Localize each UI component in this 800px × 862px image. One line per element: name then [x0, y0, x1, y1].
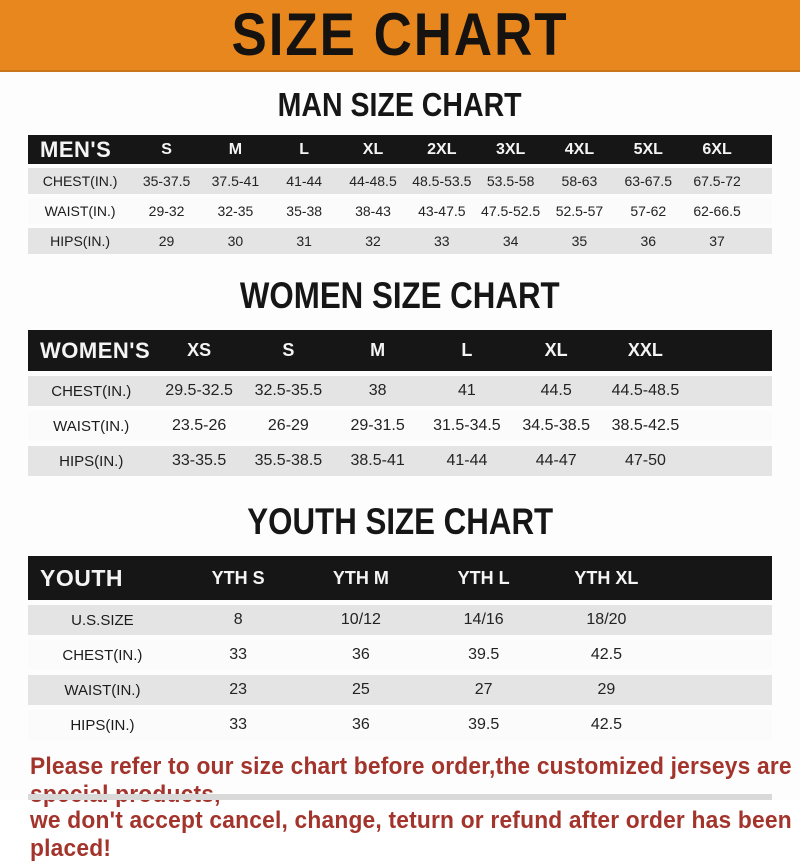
- bottom-divider: [28, 794, 772, 800]
- table-header-row: [28, 556, 772, 600]
- column-header: S: [161, 140, 172, 158]
- column-header: 3XL: [495, 140, 526, 158]
- women-size-table: [28, 330, 772, 476]
- cell: 23.5-26: [171, 417, 227, 434]
- men-section-heading-text: MAN SIZE CHART: [277, 85, 523, 124]
- cell: 63-67.5: [624, 173, 672, 189]
- row-label: CHEST(IN.): [51, 382, 132, 400]
- column-header: XL: [544, 340, 568, 360]
- order-policy-line-1: Please refer to our size chart before order,the customized jerseys are: [30, 751, 792, 779]
- cell: 35-37.5: [142, 173, 191, 189]
- cell: 41-44: [286, 173, 323, 189]
- column-header: 4XL: [564, 140, 595, 158]
- column-header: YTH XL: [574, 567, 639, 588]
- column-header: 5XL: [633, 140, 663, 158]
- row-label: WAIST(IN.): [44, 203, 116, 219]
- table-row: [28, 446, 772, 476]
- row-label: HIPS(IN.): [59, 452, 124, 470]
- cell: 62-66.5: [693, 203, 741, 219]
- column-header: YTH S: [211, 567, 265, 588]
- cell: 29-31.5: [350, 417, 405, 434]
- column-header: 2XL: [427, 140, 457, 158]
- column-header: YTH M: [332, 567, 389, 588]
- cell: 29-32: [148, 203, 185, 219]
- order-policy-line-2: we don't accept cancel, change, teturn or refund after order has been placed!: [30, 805, 792, 862]
- table-header-row: [28, 135, 772, 164]
- cell: 48.5-53.5: [412, 173, 472, 189]
- cell: 43-47.5: [418, 203, 466, 219]
- cell: 33: [229, 716, 248, 733]
- cell: 31: [296, 233, 312, 249]
- row-label: WAIST(IN.): [64, 681, 141, 699]
- cell: 8: [233, 611, 243, 628]
- table-row: [28, 376, 772, 406]
- cell: 33: [229, 646, 248, 663]
- table-header-row: [28, 330, 772, 371]
- table-header-label: MEN'S: [40, 136, 112, 162]
- cell: 23: [229, 681, 248, 698]
- table-row: [28, 675, 772, 705]
- page-title: SIZE CHART: [231, 1, 569, 69]
- table-row: [28, 640, 772, 670]
- cell: 42.5: [590, 646, 622, 663]
- table-header-label: YOUTH: [40, 564, 123, 591]
- women-section-heading: [0, 277, 800, 316]
- cell: 39.5: [468, 646, 500, 663]
- column-header: XL: [362, 140, 384, 158]
- title-banner: [0, 0, 800, 72]
- table-row: [28, 605, 772, 635]
- column-header: L: [461, 340, 473, 360]
- cell: 58-63: [561, 173, 598, 189]
- table-row: [28, 168, 772, 194]
- row-label: WAIST(IN.): [53, 417, 130, 435]
- youth-section-heading-text: YOUTH SIZE CHART: [247, 501, 553, 543]
- cell: 67.5-72: [693, 173, 741, 189]
- cell: 52.5-57: [555, 203, 604, 219]
- cell: 10/12: [340, 611, 381, 628]
- cell: 38.5-41: [350, 452, 405, 469]
- cell: 37: [709, 233, 725, 249]
- cell: 38-43: [355, 203, 391, 219]
- cell: 53.5-58: [486, 173, 535, 189]
- cell: 44.5: [540, 382, 572, 399]
- column-header: L: [299, 140, 310, 158]
- column-header: 6XL: [702, 140, 732, 158]
- column-header: XXL: [627, 340, 663, 360]
- table-header-label: WOMEN'S: [40, 337, 151, 363]
- cell: 44-47: [535, 452, 577, 469]
- row-label: CHEST(IN.): [62, 646, 143, 664]
- cell: 44.5-48.5: [611, 382, 680, 399]
- cell: 33-35.5: [171, 452, 227, 469]
- men-section-heading: [0, 87, 800, 123]
- table-row: [28, 411, 772, 441]
- cell: 33: [434, 233, 450, 249]
- cell: 32-35: [217, 203, 254, 219]
- cell: 57-62: [630, 203, 667, 219]
- cell: 14/16: [463, 611, 504, 628]
- column-header: YTH L: [457, 567, 510, 588]
- row-label: CHEST(IN.): [42, 173, 118, 189]
- cell: 47-50: [624, 452, 666, 469]
- cell: 25: [352, 681, 370, 698]
- cell: 27: [474, 681, 493, 698]
- youth-size-table: [28, 556, 772, 740]
- column-header: XS: [187, 340, 212, 360]
- cell: 36: [352, 646, 370, 663]
- row-label: U.S.SIZE: [71, 611, 134, 629]
- cell: 35.5-38.5: [254, 452, 323, 469]
- cell: 29.5-32.5: [165, 382, 233, 399]
- cell: 42.5: [590, 716, 622, 733]
- column-header: M: [228, 140, 243, 158]
- cell: 38.5-42.5: [611, 417, 680, 434]
- column-header: S: [282, 340, 295, 360]
- cell: 36: [640, 233, 657, 249]
- youth-section-heading: [0, 503, 800, 542]
- cell: 34.5-38.5: [522, 417, 590, 434]
- cell: 18/20: [586, 611, 627, 628]
- men-size-table: [28, 135, 772, 254]
- order-policy-note: [30, 753, 800, 861]
- column-header: M: [370, 340, 386, 360]
- table-row: [28, 710, 772, 740]
- cell: 39.5: [468, 716, 500, 733]
- cell: 35: [571, 233, 588, 249]
- cell: 47.5-52.5: [481, 203, 541, 219]
- cell: 32.5-35.5: [254, 382, 323, 399]
- cell: 31.5-34.5: [433, 417, 501, 434]
- cell: 26-29: [267, 417, 309, 434]
- cell: 32: [365, 233, 381, 249]
- cell: 29: [158, 233, 175, 249]
- cell: 41-44: [446, 452, 488, 469]
- cell: 37.5-41: [211, 173, 260, 189]
- cell: 36: [352, 716, 370, 733]
- table-row: [28, 198, 772, 224]
- cell: 44-48.5: [349, 173, 397, 189]
- cell: 34: [502, 233, 519, 249]
- cell: 35-38: [286, 203, 323, 219]
- table-row: [28, 228, 772, 254]
- cell: 41: [458, 382, 476, 399]
- women-section-heading-text: WOMEN SIZE CHART: [240, 275, 560, 317]
- row-label: HIPS(IN.): [50, 233, 111, 249]
- cell: 38: [368, 382, 387, 399]
- cell: 29: [597, 681, 616, 698]
- cell: 30: [227, 233, 244, 249]
- row-label: HIPS(IN.): [70, 716, 135, 734]
